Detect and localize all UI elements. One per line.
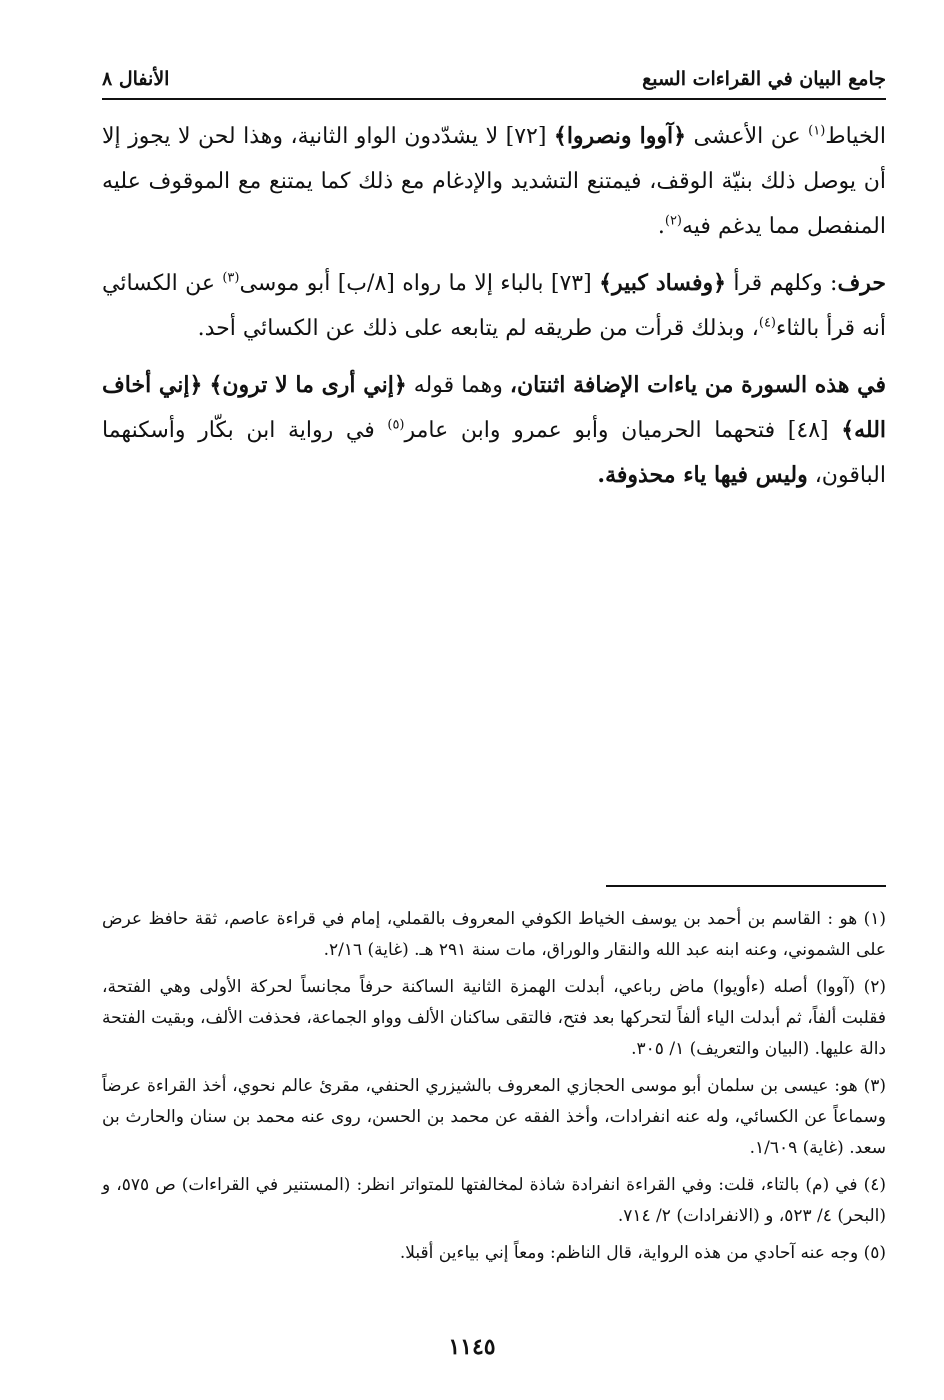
- text: : وكلهم قرأ: [726, 271, 838, 296]
- text: عن الأعشى: [686, 124, 809, 149]
- footnote-1: (١) هو : القاسم بن أحمد بن يوسف الخياط الكوفي المعروف بالقملي، إمام في قراءة عاصم، ثقة حافظ عرض على الشموني، وعنه ابنه عبد الله والنقار والوراق، مات سنة ٢٩١ هـ. (غاية) ٢/١٦.: [102, 909, 886, 960]
- text: عن الكسائي أنه قرأ بالثاء: [102, 271, 886, 341]
- footnote-separator: [606, 885, 886, 887]
- surah-reference: الأنفال ٨: [102, 68, 170, 90]
- quran-verse: ﴿وفساد كبير﴾: [599, 270, 727, 296]
- footnote-3: (٣) هو: عيسى بن سلمان أبو موسى الحجازي المعروف بالشيزري الحنفي، مقرئ عالم نحوي، أخذ القراءة عرضاً وسماعاً عن الكسائي، وله عنه انفرادات، وأخذ الفقه عن محمد بن الحسن، روى عنه محمد بن سنان والحارث بن سعد. (غاية) ١/٦٠٩.: [102, 1076, 886, 1158]
- book-title: جامع البيان في القراءات السبع: [642, 68, 886, 90]
- quran-verse: ﴿إني أرى ما لا ترون﴾: [209, 372, 407, 398]
- paragraph-3: [102, 363, 886, 498]
- quran-verse: ﴿إني أخاف الله﴾: [102, 372, 887, 443]
- footnote-ref-1[interactable]: (١): [808, 123, 826, 139]
- text: في رواية ابن بكّار وأسكنهما الباقون،: [102, 418, 886, 488]
- main-text: [102, 114, 886, 510]
- paragraph-2: [102, 261, 886, 351]
- footnote-ref-4[interactable]: (٤): [758, 315, 776, 331]
- footnote-2: (٢) (آووا) أصله (ءأويوا) ماض رباعي، أبدلت الهمزة الثانية الساكنة حرفاً مجانساً لحركة الأولى وهي الفتحة، فقلبت ألفاً، ثم أبدلت الياء ألفاً لتحركها بعد فتح، فالتقى ساكنان الألف وواو الجماعة، فحذفت الألف، وبقيت الفتحة دالة عليها. (البيان والتعريف) ١/ ٣٠٥.: [102, 977, 886, 1059]
- text: [٧٣] بالباء إلا ما رواه [٨/ب] أبو موسى: [239, 271, 600, 296]
- text: الخياط: [825, 124, 886, 149]
- footnote-ref-2[interactable]: (٢): [664, 213, 682, 229]
- running-header: [102, 56, 886, 100]
- footnote-5: (٥) وجه عنه آحادي من هذه الرواية، قال الناظم: ومعاً إني بياءين أقبلا.: [399, 1243, 886, 1263]
- quran-verse: ﴿آووا ونصروا﴾: [553, 123, 687, 149]
- text: ، وبذلك قرأت من طريقه لم يتابعه على ذلك عن الكسائي أحد.: [197, 316, 759, 341]
- text: .: [657, 214, 665, 239]
- page-number: ١١٤٥: [448, 1334, 496, 1360]
- footnote-ref-3[interactable]: (٣): [222, 270, 240, 286]
- footnote-ref-5[interactable]: (٥): [387, 417, 405, 433]
- text: [٧٢] لا يشدّدون الواو الثانية، وهذا لحن لا يجوز إلا أن يوصل ذلك بنيّة الوقف، فيمتنع التشديد والإدغام مع ذلك كما يمتنع مع الموقوف عليه المنفصل مما يدغم فيه: [102, 124, 886, 239]
- footnotes: [102, 904, 886, 1275]
- text: [٤٨] فتحهما الحرميان وأبو عمرو وابن عامر: [404, 418, 842, 443]
- footnote-4: (٤) في (م) بالتاء، قلت: وفي القراءة انفرادة شاذة لمخالفتها للمتواتر انظر: (المستنير في القراءات) ص ٥٧٥، و (البحر) ٤/ ٥٢٣، و (الانفرادات) ٢/ ٧١٤.: [102, 1175, 886, 1226]
- text: وهما قوله: [406, 373, 510, 398]
- closing-note: وليس فيها ياء محذوفة.: [597, 462, 808, 488]
- section-heading: في هذه السورة من ياءات الإضافة اثنتان،: [509, 372, 887, 398]
- harf-label: حرف: [837, 270, 886, 296]
- paragraph-1: [102, 114, 886, 249]
